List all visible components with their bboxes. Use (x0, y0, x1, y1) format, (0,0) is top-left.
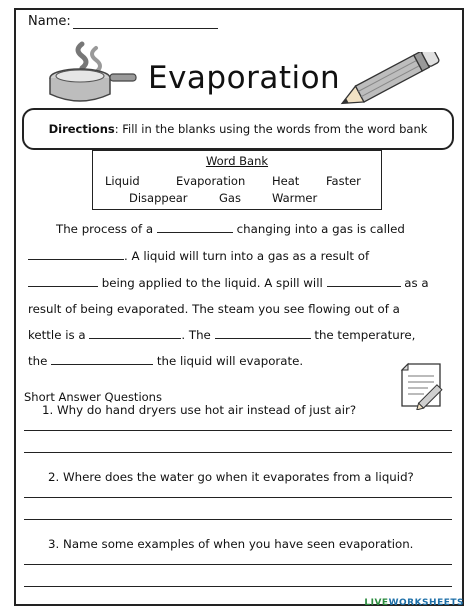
paper-and-pencil-icon (398, 360, 452, 410)
blank-input[interactable] (327, 276, 401, 287)
answer-line[interactable] (24, 586, 452, 587)
paragraph-line (28, 276, 429, 290)
paragraph-text: the liquid will evaporate. (156, 354, 304, 368)
question-1: 1. Why do hand dryers use hot air instead of just air? (42, 403, 357, 417)
name-field-row (28, 14, 218, 29)
paragraph-text: as a (404, 276, 429, 290)
blank-input[interactable] (28, 276, 98, 287)
name-label: Name: (28, 14, 71, 29)
answer-line[interactable] (24, 452, 452, 453)
word-bank-word: Faster (326, 174, 361, 188)
directions-label: Directions (48, 122, 115, 136)
word-bank-word: Disappear (129, 191, 188, 205)
word-bank-word: Gas (219, 191, 241, 205)
paragraph-text: being applied to the liquid. A spill will (101, 276, 323, 290)
blank-input[interactable] (157, 222, 233, 233)
paragraph-text: The process of a (56, 222, 154, 236)
word-bank-word: Heat (272, 174, 300, 188)
blank-input[interactable] (215, 328, 311, 339)
question-3: 3. Name some examples of when you have seen evaporation. (48, 537, 414, 551)
paragraph-text: . A liquid will turn into a gas as a result of (124, 249, 370, 263)
answer-line[interactable] (24, 519, 452, 520)
paragraph-text: changing into a gas is called (236, 222, 405, 236)
word-bank-word: Liquid (105, 174, 140, 188)
answer-line[interactable] (24, 430, 452, 431)
word-bank (92, 150, 382, 210)
blank-input[interactable] (89, 328, 181, 339)
pencil-icon (328, 52, 448, 106)
answer-line[interactable] (24, 564, 452, 565)
question-2: 2. Where does the water go when it evaporates from a liquid? (48, 470, 414, 484)
liveworksheets-logo (364, 598, 464, 608)
paragraph-text: the temperature, (314, 328, 416, 342)
logo-suffix: WORKSHEETS (388, 598, 464, 608)
paragraph-line (28, 249, 369, 263)
paragraph-line (28, 328, 415, 342)
answer-line[interactable] (24, 497, 452, 498)
paragraph-text: the (28, 354, 48, 368)
word-bank-word: Evaporation (176, 174, 246, 188)
paragraph-text: . The (181, 328, 211, 342)
blank-input[interactable] (51, 354, 153, 365)
paragraph-text: kettle is a (28, 328, 86, 342)
paragraph-text: result of being evaporated. The steam you see flowing out of a (28, 302, 400, 316)
paragraph-line (56, 222, 405, 236)
paragraph-line (28, 354, 303, 368)
steaming-pot-icon (34, 40, 140, 106)
directions-box (22, 108, 454, 150)
blank-input[interactable] (28, 249, 124, 260)
word-bank-title: Word Bank (205, 154, 269, 168)
paragraph-line (28, 302, 400, 316)
logo-prefix: LIVE (364, 598, 389, 608)
directions-text: : Fill in the blanks using the words from the word bank (114, 122, 428, 136)
page-title: Evaporation (148, 60, 341, 96)
word-bank-word: Warmer (272, 191, 318, 205)
name-input-line[interactable] (73, 16, 218, 29)
short-answer-title: Short Answer Questions (24, 390, 162, 404)
